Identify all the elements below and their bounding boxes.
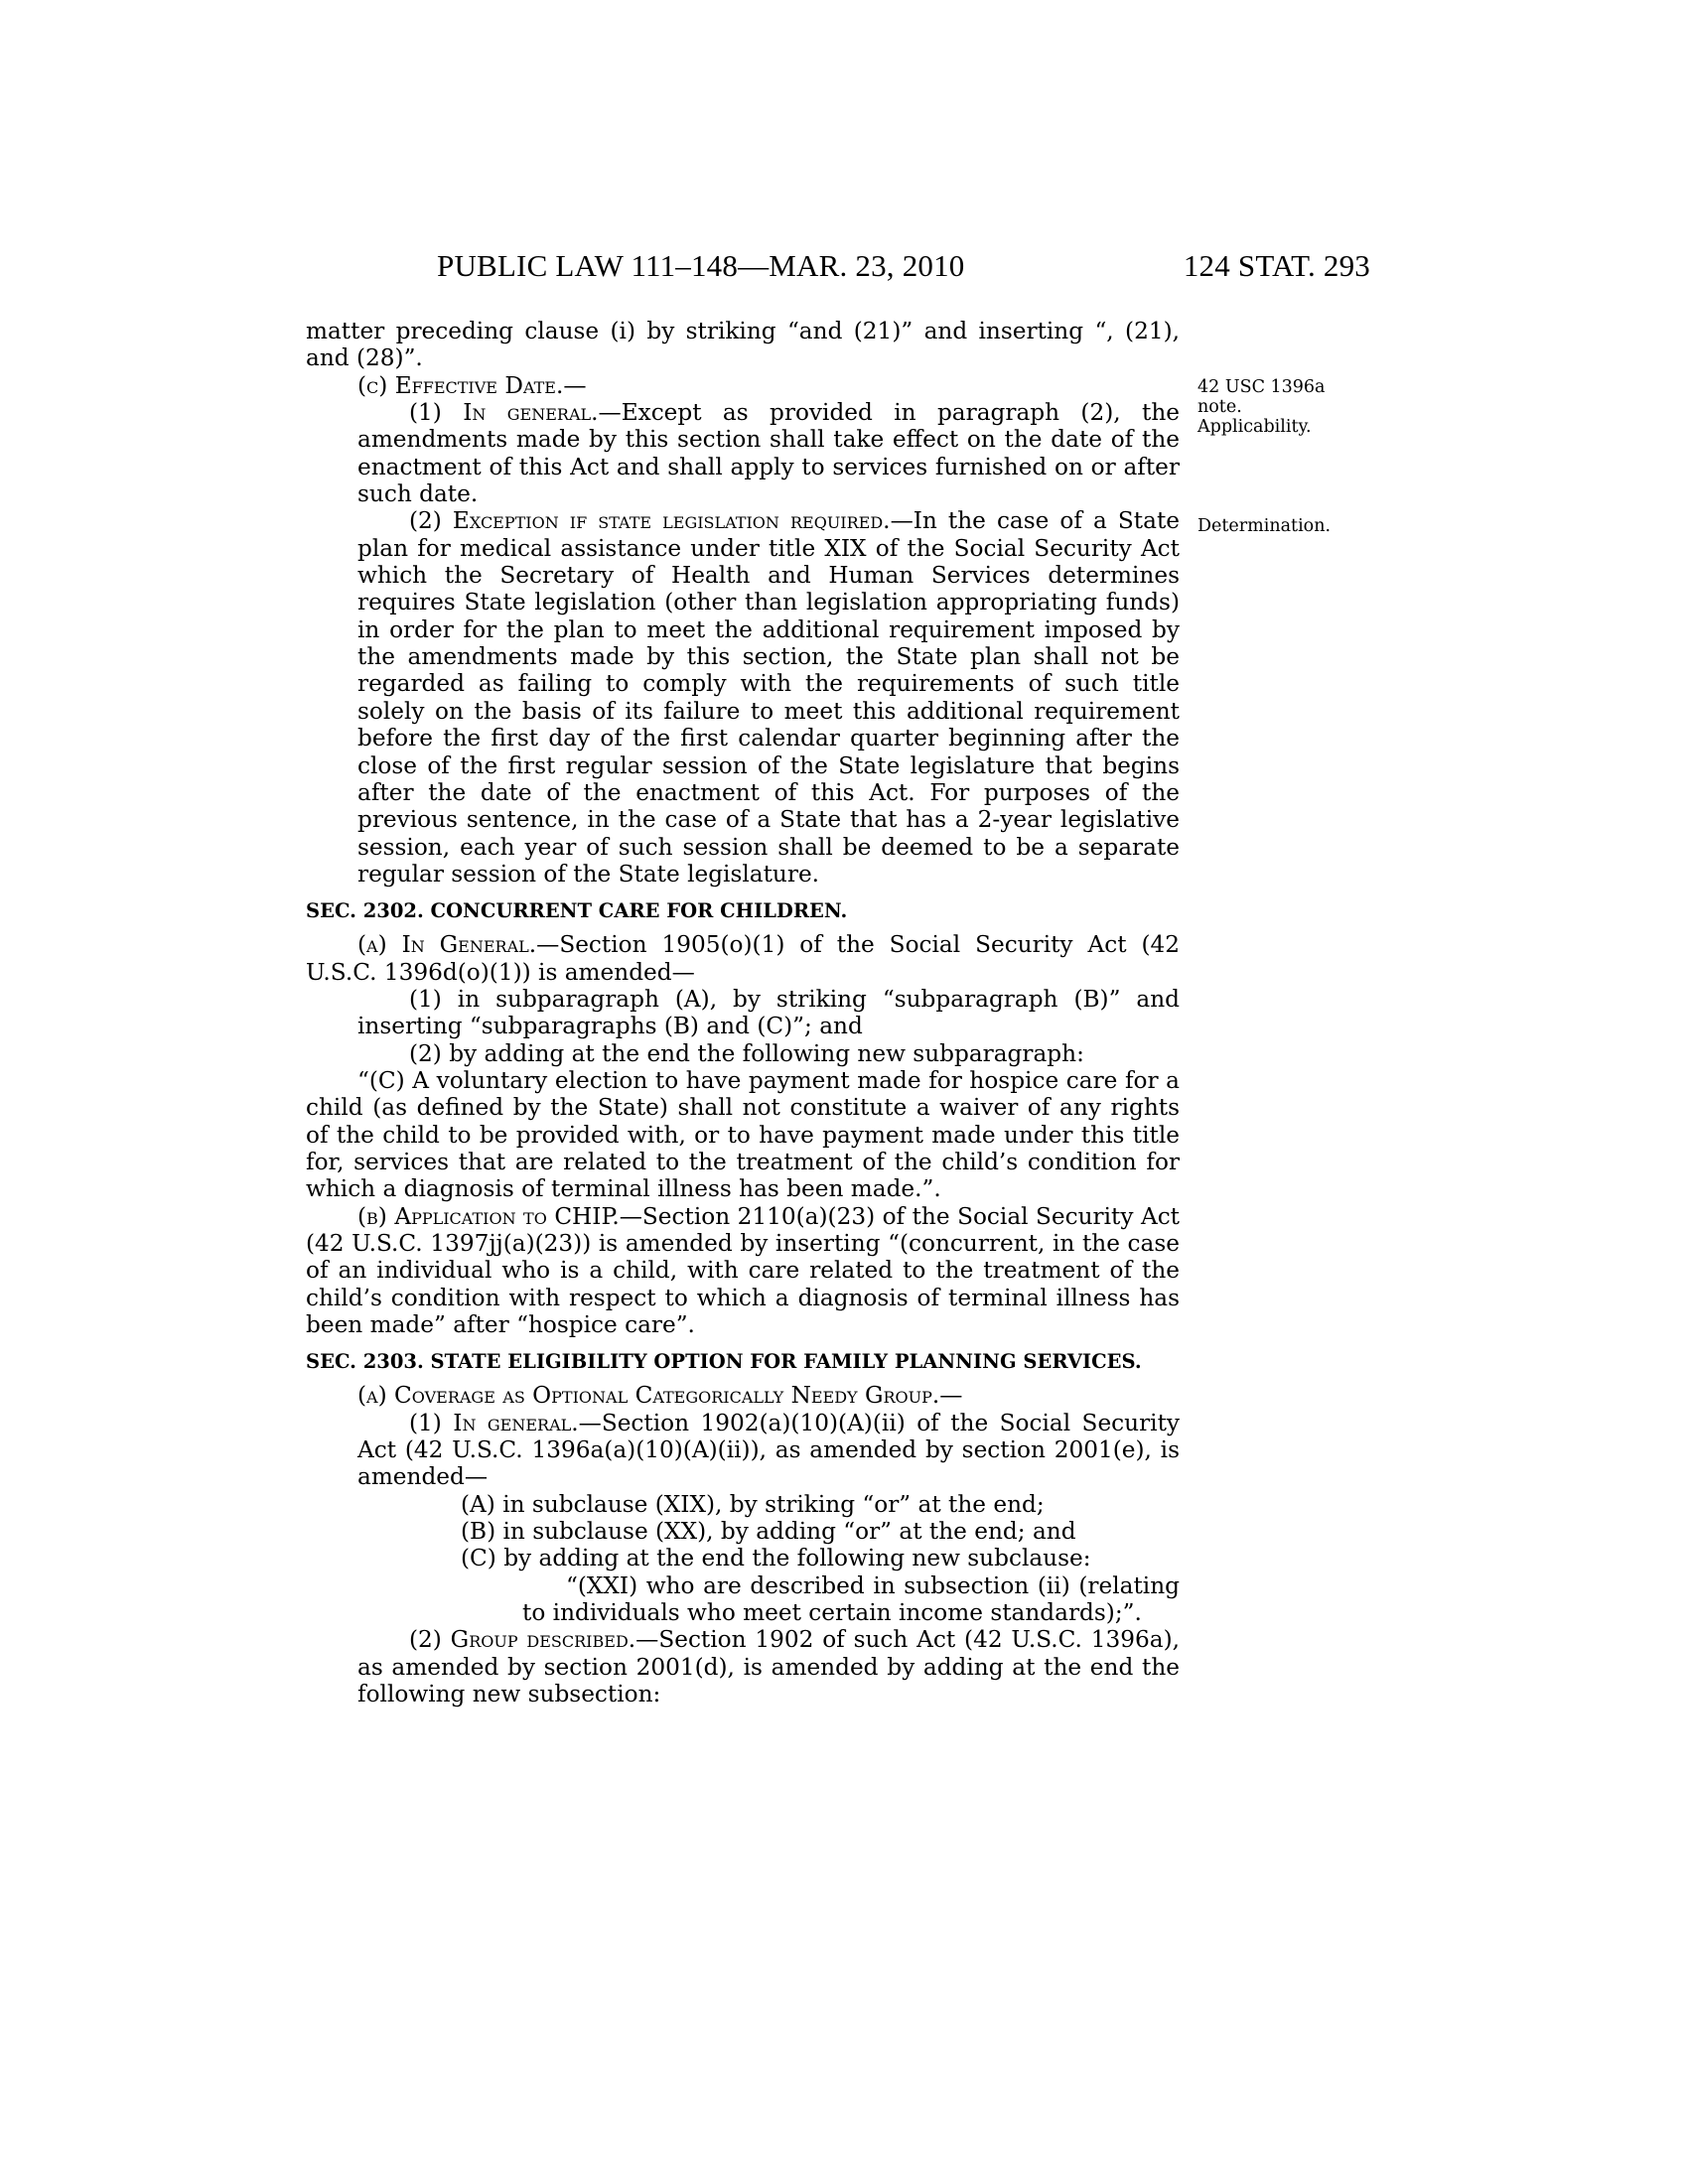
paragraph-2303-a1-text: —Section 1902(a)(10)(A)(ii) of the Social Security Act (42 U.S.C. 1396a(a)(10)(A)(ii)), as amended by section 2001(e), is amended— <box>357 1409 1181 1491</box>
paragraph-2302-b-heading: (b) Application to CHIP. <box>357 1202 620 1230</box>
subparagraph-A: (A) in subclause (XIX), by striking “or” at the end; <box>461 1490 1045 1518</box>
paragraph-2303-a1-heading: (1) In general. <box>409 1409 579 1436</box>
paragraph-2303-a2-heading: (2) Group described. <box>409 1626 636 1654</box>
subsection-c-heading-text: (c) Effective Date.— <box>357 371 587 399</box>
quoted-subparagraph-c: “(C) A voluntary election to have payment made for hospice care for a child (as defined by the State) shall not constitute a waiver of any rights of the child to be provided with, or to have payment made under this title for, services that are related to the treatment of the child’s condition for which a diagnosis of terminal illness has been made.”. <box>306 1066 1180 1203</box>
paragraph-2302-b-text: —Section 2110(a)(23) of the Social Security Act (42 U.S.C. 1397jj(a)(23)) is amended by inserting “(concurrent, in the case of an individual who is a child, with care related to the treatment of the child’s condition with respect to which a diagnosis of terminal illness has been made” after “hospice care”. <box>306 1202 1180 1339</box>
margin-note-determination: Determination. <box>1197 516 1332 536</box>
margin-note-usc-line2: note. <box>1197 397 1242 417</box>
paragraph-c1-heading: (1) In general. <box>409 399 599 427</box>
paragraph-continuation: matter preceding clause (i) by striking “and (21)” and inserting “, (21), and (28)”. <box>306 318 1180 372</box>
statute-page-number: 124 STAT. 293 <box>1183 248 1370 283</box>
paragraph-c2 <box>306 507 1180 887</box>
paragraph-c2-heading: (2) Exception if state legislation required. <box>409 507 891 535</box>
subparagraph-B: (B) in subclause (XX), by adding “or” at the end; and <box>461 1518 1076 1546</box>
margin-note-usc <box>1197 377 1326 437</box>
paragraph-2303-a-heading: (a) Coverage as Optional Categorically Needy Group.— <box>357 1382 963 1410</box>
paragraph-2303-a1 <box>306 1410 1180 1491</box>
paragraph-c1-text: —Except as provided in paragraph (2), the amendments made by this section shall take effect on the date of the enactment of this Act and shall apply to services furnished on or after such date. <box>357 399 1180 508</box>
paragraph-2303-a2-text: —Section 1902 of such Act (42 U.S.C. 1396a), as amended by section 2001(d), is amended by adding at the end the following new subsection: <box>357 1626 1180 1708</box>
subsection-c-heading <box>306 372 1180 399</box>
running-head-title: PUBLIC LAW 111–148—MAR. 23, 2010 <box>437 248 965 283</box>
paragraph-c2-text: —In the case of a State plan for medical assistance under title XIX of the Social Security Act which the Secretary of Health and Human Services determines requires State legislation (other than legislation appropriating funds) in order for the plan to meet the additional requirement imposed by the amendments made by this section, the State plan shall not be regarded as failing to comply with the requirements of such title solely on the basis of its failure to meet this additional requirement before the first day of the first calendar quarter beginning after the close of the first regular session of the State legislature that begins after the date of the enactment of this Act. For purposes of the previous sentence, in the case of a State that has a 2-year legislative session, each year of such session shall be deemed to be a separate regular session of the State legislature. <box>357 507 1180 887</box>
paragraph-2303-a <box>306 1382 1180 1409</box>
paragraph-2303-a2 <box>306 1626 1180 1707</box>
paragraph-2302-a <box>306 931 1180 986</box>
paragraph-2302-a1: (1) in subparagraph (A), by striking “subparagraph (B)” and inserting “subparagraphs (B) and (C)”; and <box>357 985 1180 1040</box>
margin-note-usc-line1: 42 USC 1396a <box>1197 377 1326 397</box>
paragraph-2302-b <box>306 1203 1180 1339</box>
quoted-subclause-xxi: “(XXI) who are described in subsection (ii) (relating to individuals who meet certain income standards);”. <box>522 1571 1180 1627</box>
margin-note-applicability: Applicability. <box>1197 417 1312 437</box>
paragraph-2302-a-heading: (a) In General. <box>357 931 537 959</box>
section-2303-heading: SEC. 2303. STATE ELIGIBILITY OPTION FOR FAMILY PLANNING SERVICES. <box>306 1350 1142 1374</box>
page-header <box>437 248 1370 288</box>
paragraph-2302-a2: (2) by adding at the end the following new subparagraph: <box>409 1039 1084 1067</box>
document-body <box>306 318 1180 1708</box>
paragraph-c1 <box>306 399 1180 507</box>
paragraph-2302-a-text: —Section 1905(o)(1) of the Social Security Act (42 U.S.C. 1396d(o)(1)) is amended— <box>306 931 1180 986</box>
section-2302-heading: SEC. 2302. CONCURRENT CARE FOR CHILDREN. <box>306 899 848 923</box>
subparagraph-C: (C) by adding at the end the following new subclause: <box>461 1545 1091 1572</box>
